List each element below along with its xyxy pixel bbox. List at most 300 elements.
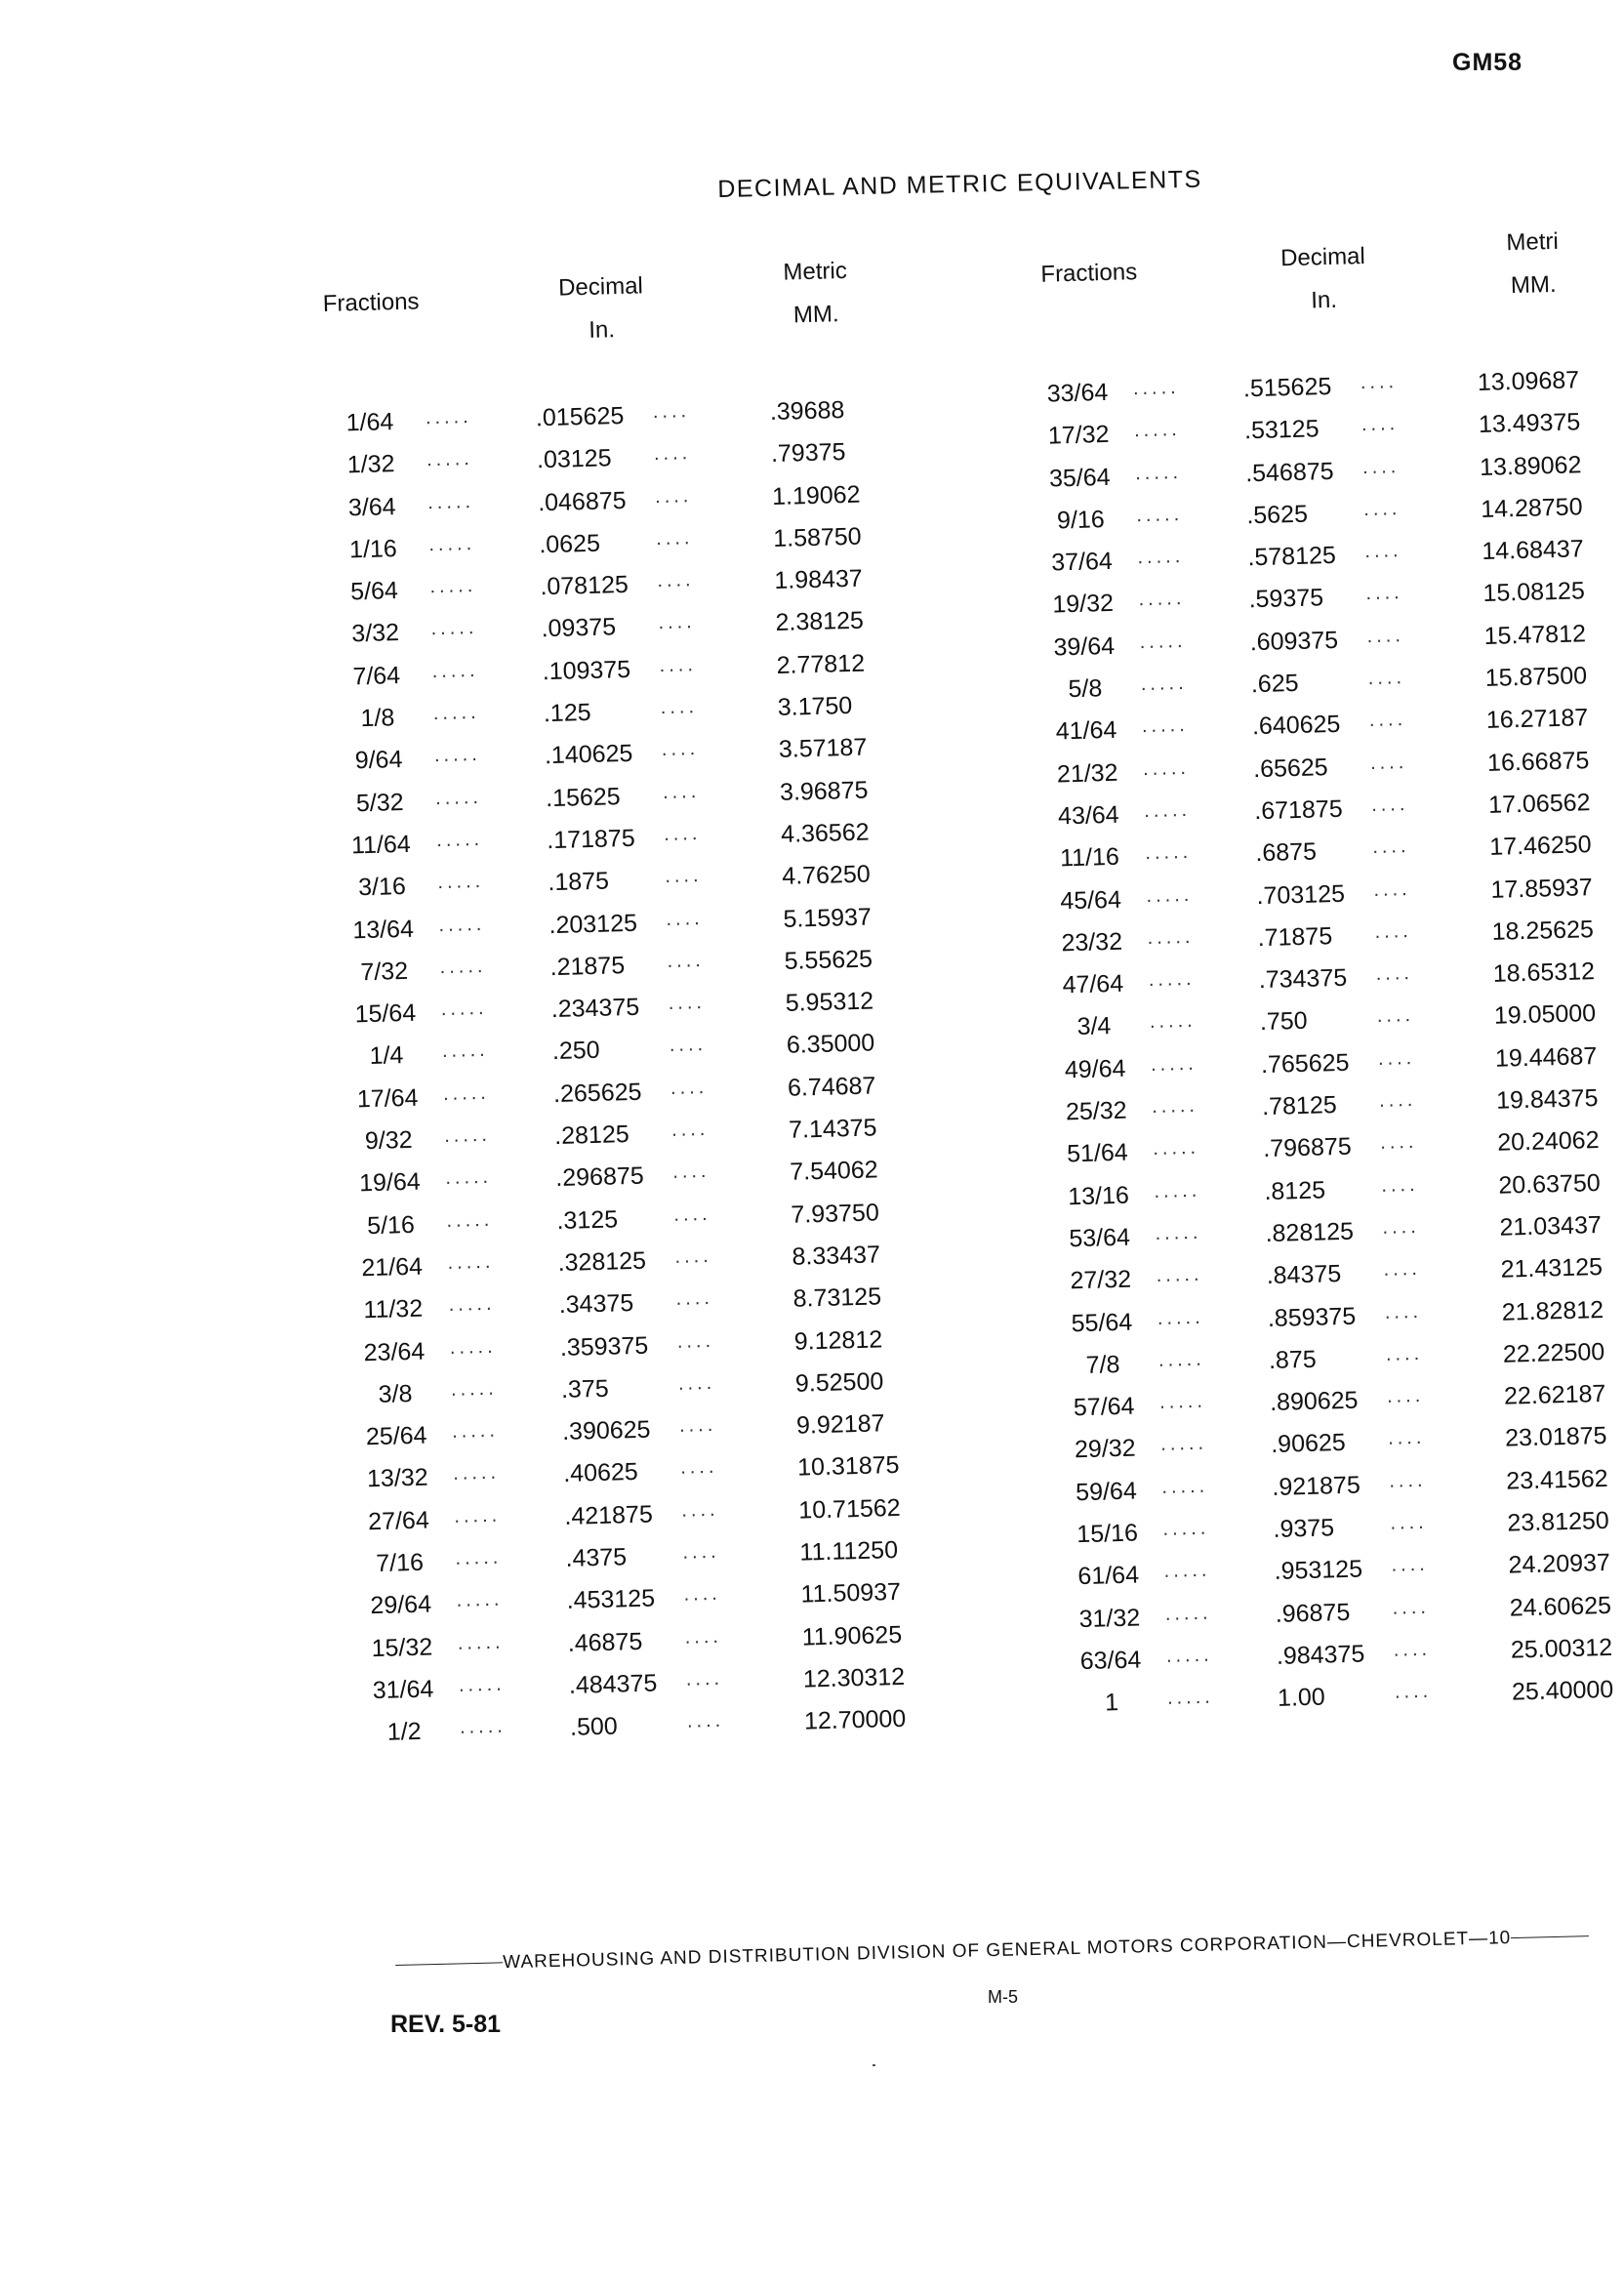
fraction-cell: 7/16 xyxy=(375,1548,425,1578)
dot-leader: .... xyxy=(677,1371,716,1395)
dot-leader: .... xyxy=(667,949,706,972)
fraction-cell: 63/64 xyxy=(1079,1646,1142,1676)
fraction-cell: 1/8 xyxy=(360,704,395,733)
dot-leader: .... xyxy=(1394,1680,1433,1703)
fraction-cell: 1/32 xyxy=(346,450,395,479)
table-row xyxy=(340,945,873,1001)
dot-leader: .... xyxy=(1369,751,1408,774)
dot-leader: .... xyxy=(682,1540,720,1564)
decimal-header: Decimal In. xyxy=(557,272,644,344)
fraction-cell: 3/16 xyxy=(357,873,407,902)
metric-cell: 10.71562 xyxy=(797,1493,901,1525)
fraction-cell: 13/16 xyxy=(1067,1181,1130,1210)
fraction-cell: 29/32 xyxy=(1074,1435,1136,1464)
fraction-cell: 7/64 xyxy=(352,661,401,691)
dot-leader: ..... xyxy=(1138,588,1186,611)
table-row xyxy=(347,1241,881,1297)
fraction-cell: 7/8 xyxy=(1085,1350,1120,1379)
fraction-cell: 25/64 xyxy=(365,1421,427,1451)
dot-leader: .... xyxy=(1393,1638,1432,1661)
decimal-cell: .765625 xyxy=(1260,1048,1350,1079)
decimal-cell: 1.00 xyxy=(1277,1683,1326,1713)
dot-leader: ..... xyxy=(426,490,475,513)
dot-leader: ..... xyxy=(433,744,482,767)
table-row xyxy=(1044,789,1591,845)
dot-leader: ..... xyxy=(451,1419,500,1444)
dot-leader: .... xyxy=(668,992,707,1015)
dot-leader: .... xyxy=(658,611,697,634)
dot-leader: ..... xyxy=(1134,461,1183,484)
fraction-cell: 19/64 xyxy=(358,1168,422,1198)
fraction-cell: 33/64 xyxy=(1046,378,1109,408)
dot-leader: ..... xyxy=(1146,883,1194,907)
table-row xyxy=(1045,831,1592,887)
dot-leader: .... xyxy=(1379,1131,1418,1155)
metric-cell: 21.82812 xyxy=(1501,1295,1604,1326)
dot-leader: ..... xyxy=(1145,841,1193,865)
metric-cell: 3.96875 xyxy=(779,776,869,806)
metric-cell: 18.25625 xyxy=(1491,915,1595,946)
dot-leader: ..... xyxy=(450,1377,499,1401)
metric-cell: 11.11250 xyxy=(799,1536,899,1567)
fraction-cell: 31/64 xyxy=(372,1675,434,1705)
dot-leader: ..... xyxy=(1149,1010,1197,1034)
page-title: DECIMAL AND METRIC EQUIVALENTS xyxy=(717,165,1202,203)
fraction-cell: 3/32 xyxy=(350,619,400,648)
fraction-cell: 5/8 xyxy=(1068,674,1103,704)
decimal-cell: .546875 xyxy=(1244,457,1334,487)
table-row xyxy=(1035,450,1582,508)
decimal-cell: .34375 xyxy=(558,1289,634,1320)
dot-leader: ..... xyxy=(431,659,479,682)
fraction-cell: 37/64 xyxy=(1050,548,1114,577)
dot-leader: .... xyxy=(681,1498,719,1522)
dot-leader: ..... xyxy=(1140,672,1188,696)
metric-cell: 5.55625 xyxy=(784,945,873,975)
dot-leader: .... xyxy=(1375,962,1414,986)
metric-cell: 9.92187 xyxy=(795,1409,885,1440)
dot-leader: ..... xyxy=(1150,1052,1198,1076)
metric-cell: 13.09687 xyxy=(1477,366,1580,397)
decimal-cell: .250 xyxy=(551,1037,600,1066)
decimal-cell: .171875 xyxy=(546,824,636,855)
dot-leader: ..... xyxy=(1137,546,1185,569)
table-row xyxy=(1058,1295,1604,1352)
dot-leader: ..... xyxy=(1157,1348,1206,1371)
decimal-cell: .078125 xyxy=(540,571,629,601)
table-row xyxy=(1060,1380,1606,1437)
fraction-cell: 3/4 xyxy=(1076,1012,1112,1041)
metric-header: Metric MM. xyxy=(783,257,848,329)
decimal-cell: .109375 xyxy=(542,655,631,686)
decimal-cell: .3125 xyxy=(556,1205,619,1235)
table-row xyxy=(331,607,865,663)
fraction-cell: 3/8 xyxy=(378,1379,413,1408)
fraction-cell: 21/32 xyxy=(1056,758,1118,789)
metric-cell: 20.24062 xyxy=(1496,1126,1600,1158)
metric-cell: 17.85937 xyxy=(1490,873,1594,904)
dot-leader: .... xyxy=(1390,1511,1428,1534)
decimal-cell: .640625 xyxy=(1251,711,1341,741)
decimal-cell: .15625 xyxy=(545,782,621,812)
fraction-cell: 5/32 xyxy=(355,788,404,817)
decimal-header: Decimal In. xyxy=(1279,243,1366,314)
table-row xyxy=(1059,1337,1605,1394)
fraction-cell: 59/64 xyxy=(1075,1477,1138,1506)
footer-division-text: WAREHOUSING AND DISTRIBUTION DIVISION OF GENERAL MOTORS CORPORATION—CHEVROLET—10 xyxy=(502,1928,1512,1974)
decimal-cell: .140625 xyxy=(544,740,633,770)
table-row xyxy=(1053,1126,1600,1183)
dot-leader: ..... xyxy=(1141,714,1190,738)
dot-leader: .... xyxy=(1383,1258,1422,1282)
fraction-cell: 11/16 xyxy=(1059,843,1120,873)
metric-cell: 5.15937 xyxy=(783,903,873,933)
decimal-cell: .375 xyxy=(560,1374,610,1404)
table-row xyxy=(1052,1084,1599,1141)
metric-cell: 11.90625 xyxy=(801,1620,903,1651)
metric-cell: 4.36562 xyxy=(780,818,870,848)
decimal-cell: .484375 xyxy=(568,1669,658,1699)
dot-leader: .... xyxy=(665,865,703,888)
dot-leader: ..... xyxy=(455,1546,503,1569)
fraction-cell: 11/64 xyxy=(350,830,412,860)
fractions-header: Fractions xyxy=(1040,259,1138,288)
metric-cell: 13.89062 xyxy=(1479,450,1582,481)
decimal-cell: .734375 xyxy=(1258,963,1348,995)
fraction-cell: 1/4 xyxy=(369,1041,404,1071)
dot-leader: ..... xyxy=(448,1292,496,1317)
metric-cell: 14.68437 xyxy=(1482,535,1585,566)
dot-leader: .... xyxy=(1377,1046,1416,1070)
table-row xyxy=(338,860,872,916)
dot-leader: .... xyxy=(675,1287,714,1311)
table-row xyxy=(1050,999,1597,1056)
decimal-cell: .53125 xyxy=(1243,415,1320,445)
dot-leader: .... xyxy=(655,527,694,550)
dot-leader: .... xyxy=(654,484,693,508)
decimal-cell: .046875 xyxy=(537,486,627,516)
page-number: M-5 xyxy=(988,1987,1018,2007)
fraction-cell: 49/64 xyxy=(1064,1054,1126,1084)
footer-rule-right xyxy=(1511,1936,1589,1939)
table-row xyxy=(330,564,864,621)
dot-leader: ..... xyxy=(457,1631,505,1654)
dot-leader: .... xyxy=(674,1244,713,1268)
table-row xyxy=(337,818,870,875)
metric-cell: 1.58750 xyxy=(772,522,862,552)
dot-leader: ..... xyxy=(459,1715,508,1739)
dot-leader: .... xyxy=(1392,1596,1431,1619)
dot-leader: .... xyxy=(1360,371,1399,394)
table-row xyxy=(1067,1633,1613,1690)
dot-leader: .... xyxy=(659,653,698,676)
dot-leader: .... xyxy=(1361,455,1401,478)
table-row xyxy=(332,649,866,706)
table-row xyxy=(353,1451,900,1508)
table-row xyxy=(351,1367,884,1423)
dot-leader: .... xyxy=(669,1034,708,1057)
dot-leader: ..... xyxy=(425,406,472,429)
dot-leader: ..... xyxy=(1153,1137,1200,1160)
table-row xyxy=(1055,1210,1603,1268)
dot-leader: ..... xyxy=(1139,630,1187,653)
dot-leader: ..... xyxy=(1156,1263,1203,1287)
dot-leader: .... xyxy=(663,823,702,845)
metric-cell: 9.12812 xyxy=(793,1324,883,1356)
metric-cell: 7.54062 xyxy=(789,1156,878,1187)
dot-leader: ..... xyxy=(443,1123,492,1148)
right-table-body xyxy=(1034,366,1614,1732)
decimal-cell: .46875 xyxy=(567,1627,643,1657)
table-row xyxy=(344,1072,876,1127)
table-row xyxy=(354,1493,901,1550)
metric-cell: 23.01875 xyxy=(1504,1422,1607,1453)
decimal-cell: .390625 xyxy=(561,1415,651,1446)
decimal-cell: .671875 xyxy=(1253,794,1344,826)
decimal-cell: .1875 xyxy=(548,867,610,897)
fraction-cell: 11/32 xyxy=(363,1294,424,1324)
fraction-cell: 5/16 xyxy=(366,1210,416,1240)
table-row xyxy=(1034,366,1580,423)
metric-cell: 15.87500 xyxy=(1484,662,1588,693)
decimal-cell: .625 xyxy=(1250,670,1299,699)
table-row xyxy=(343,1029,875,1085)
decimal-cell: .84375 xyxy=(1266,1260,1342,1290)
metric-cell: 24.20937 xyxy=(1508,1549,1611,1579)
dot-leader: ..... xyxy=(458,1673,506,1696)
decimal-cell: .125 xyxy=(543,699,591,728)
dot-leader: .... xyxy=(653,442,692,466)
decimal-cell: .453125 xyxy=(566,1584,656,1615)
metric-cell: 4.76250 xyxy=(781,860,872,891)
metric-cell: 1.19062 xyxy=(771,480,861,510)
decimal-cell: .296875 xyxy=(554,1162,645,1193)
dot-leader: ..... xyxy=(1142,756,1191,780)
metric-cell: 16.27187 xyxy=(1485,704,1589,735)
table-row xyxy=(336,776,869,832)
table-row xyxy=(345,1156,878,1212)
fraction-cell: 39/64 xyxy=(1053,631,1116,662)
table-row xyxy=(1042,704,1589,760)
dot-leader: .... xyxy=(684,1625,723,1649)
fraction-cell: 31/32 xyxy=(1078,1604,1141,1633)
metric-cell: 10.31875 xyxy=(796,1451,900,1483)
decimal-cell: .5625 xyxy=(1245,500,1309,530)
decimal-cell: .921875 xyxy=(1272,1471,1361,1501)
decimal-cell: .21875 xyxy=(549,951,626,981)
table-row xyxy=(334,692,853,748)
dot-leader: .... xyxy=(660,696,699,719)
metric-cell: 13.49375 xyxy=(1478,408,1581,439)
dot-leader: .... xyxy=(1376,1004,1415,1028)
dot-leader: .... xyxy=(1370,794,1409,816)
metric-cell: 8.33437 xyxy=(792,1241,881,1271)
fraction-cell: 19/32 xyxy=(1052,590,1115,619)
table-row xyxy=(1047,915,1595,972)
metric-cell: 22.62187 xyxy=(1503,1380,1606,1410)
fraction-cell: 15/16 xyxy=(1076,1519,1139,1549)
dot-leader: ..... xyxy=(437,871,485,894)
decimal-cell: .0625 xyxy=(538,529,601,559)
dot-leader: .... xyxy=(666,907,704,930)
metric-cell: 22.22500 xyxy=(1502,1337,1605,1368)
fraction-cell: 47/64 xyxy=(1062,969,1124,999)
dot-leader: .... xyxy=(670,1118,710,1141)
decimal-cell: .90625 xyxy=(1270,1429,1347,1459)
dot-leader: ..... xyxy=(1143,798,1192,823)
decimal-cell: .359375 xyxy=(559,1331,649,1362)
fraction-cell: 9/64 xyxy=(354,746,403,775)
fraction-cell: 21/64 xyxy=(361,1252,424,1282)
table-row xyxy=(326,396,845,452)
dot-leader: ..... xyxy=(428,532,476,556)
metric-cell: 20.63750 xyxy=(1498,1168,1602,1200)
dot-leader: ..... xyxy=(1154,1179,1201,1202)
table-row xyxy=(355,1536,899,1593)
table-row xyxy=(346,1199,880,1254)
metric-cell: .39688 xyxy=(769,396,845,427)
table-row xyxy=(1054,1168,1602,1225)
dot-leader: ..... xyxy=(439,955,487,978)
decimal-cell: .09375 xyxy=(541,613,617,643)
decimal-cell: .59375 xyxy=(1248,584,1324,614)
dot-leader: ..... xyxy=(1162,1517,1210,1540)
dot-leader: ..... xyxy=(429,575,477,598)
dot-leader: .... xyxy=(1373,877,1411,901)
table-row xyxy=(339,903,873,958)
metric-cell: 15.47812 xyxy=(1483,620,1587,650)
dot-leader: ..... xyxy=(1163,1559,1211,1583)
dot-leader: .... xyxy=(1385,1342,1424,1365)
dot-leader: .... xyxy=(1372,835,1410,859)
dot-leader: ..... xyxy=(454,1504,502,1527)
table-row xyxy=(1068,1676,1614,1732)
metric-cell: 23.81250 xyxy=(1507,1506,1610,1537)
metric-cell: 8.73125 xyxy=(792,1282,882,1313)
table-row xyxy=(1049,957,1596,1014)
table-row xyxy=(1061,1422,1607,1479)
dot-leader: .... xyxy=(1364,540,1402,563)
metric-cell: 3.57187 xyxy=(778,733,868,764)
table-row xyxy=(329,522,862,579)
metric-cell: 21.03437 xyxy=(1499,1210,1603,1242)
fraction-cell: 1/16 xyxy=(348,534,398,564)
table-row xyxy=(356,1578,902,1635)
decimal-cell: .703125 xyxy=(1256,879,1346,910)
dot-leader: .... xyxy=(1386,1384,1425,1407)
metric-cell: 7.14375 xyxy=(788,1114,877,1144)
dot-leader: ..... xyxy=(432,702,480,725)
fraction-cell: 57/64 xyxy=(1073,1392,1135,1422)
decimal-cell: .500 xyxy=(569,1712,619,1742)
fraction-cell: 27/64 xyxy=(367,1506,430,1535)
table-row xyxy=(1041,662,1588,718)
metric-cell: 21.43125 xyxy=(1500,1253,1604,1283)
revision-label: REV. 5-81 xyxy=(390,2011,502,2038)
fraction-cell: 9/32 xyxy=(364,1125,413,1156)
table-row xyxy=(358,1620,903,1677)
metric-cell: 3.1750 xyxy=(777,692,853,722)
dot-leader: ..... xyxy=(430,617,478,640)
dot-leader: .... xyxy=(1389,1469,1427,1492)
decimal-cell: .6875 xyxy=(1255,837,1318,868)
dot-leader: .... xyxy=(1378,1088,1417,1112)
fraction-cell: 17/64 xyxy=(356,1083,419,1114)
fraction-cell: 51/64 xyxy=(1066,1139,1129,1168)
table-row xyxy=(1046,873,1594,929)
dot-leader: ..... xyxy=(1158,1390,1207,1414)
dot-leader: .... xyxy=(1387,1427,1426,1450)
decimal-cell: .609375 xyxy=(1249,626,1339,657)
fraction-cell: 3/64 xyxy=(347,492,396,521)
fraction-cell: 9/16 xyxy=(1056,505,1106,535)
table-row xyxy=(1064,1549,1611,1606)
metric-cell: 6.35000 xyxy=(786,1029,875,1060)
dot-leader: ..... xyxy=(1151,1094,1199,1119)
dot-leader: .... xyxy=(661,738,700,761)
metric-cell: 12.30312 xyxy=(802,1662,906,1693)
metric-cell: 23.41562 xyxy=(1505,1464,1608,1495)
fraction-cell: 15/64 xyxy=(354,998,417,1029)
dot-leader: ..... xyxy=(452,1462,501,1486)
decimal-cell: .265625 xyxy=(552,1078,642,1108)
dot-leader: ..... xyxy=(447,1250,495,1274)
metric-cell: 19.44687 xyxy=(1494,1041,1598,1073)
dot-leader: ..... xyxy=(1166,1686,1215,1710)
table-row xyxy=(1056,1253,1604,1310)
table-row xyxy=(1039,620,1587,676)
decimal-cell: .4375 xyxy=(565,1543,628,1572)
dot-leader: ..... xyxy=(1159,1433,1208,1456)
fraction-cell: 35/64 xyxy=(1048,463,1111,493)
decimal-cell: .03125 xyxy=(536,444,612,474)
table-row xyxy=(348,1282,882,1339)
metric-cell: 16.66875 xyxy=(1486,746,1590,777)
fraction-cell: 27/32 xyxy=(1070,1265,1132,1295)
metric-cell: 17.46250 xyxy=(1488,831,1592,862)
decimal-cell: .984375 xyxy=(1276,1640,1365,1670)
fraction-cell: 13/64 xyxy=(351,915,415,944)
decimal-cell: .421875 xyxy=(564,1500,654,1530)
fraction-cell: 61/64 xyxy=(1077,1561,1140,1591)
metric-cell: .79375 xyxy=(770,438,846,468)
metric-cell: 25.40000 xyxy=(1511,1676,1614,1706)
metric-cell: 24.60625 xyxy=(1509,1591,1612,1622)
table-row xyxy=(342,987,874,1043)
dot-leader: .... xyxy=(1366,624,1405,647)
dot-leader: ..... xyxy=(434,786,483,809)
table-row xyxy=(350,1324,883,1381)
decimal-cell: .796875 xyxy=(1262,1133,1353,1163)
fraction-cell: 17/32 xyxy=(1047,421,1110,450)
dot-leader: .... xyxy=(1365,582,1404,605)
table-row xyxy=(1051,1041,1598,1098)
table-row xyxy=(1063,1506,1610,1564)
metric-cell: 12.70000 xyxy=(803,1705,907,1735)
table-row xyxy=(1036,493,1583,550)
dot-leader: ..... xyxy=(446,1208,494,1232)
dot-leader: ..... xyxy=(441,1039,489,1063)
metric-header: Metri MM. xyxy=(1506,227,1560,300)
table-row xyxy=(327,438,846,494)
metric-cell: 25.00312 xyxy=(1510,1633,1613,1664)
fraction-cell: 43/64 xyxy=(1057,800,1119,831)
table-row xyxy=(1062,1464,1608,1521)
fraction-cell: 23/64 xyxy=(363,1337,426,1366)
table-row xyxy=(1043,746,1590,802)
decimal-cell: .71875 xyxy=(1257,921,1333,952)
dot-leader: .... xyxy=(671,1160,710,1184)
